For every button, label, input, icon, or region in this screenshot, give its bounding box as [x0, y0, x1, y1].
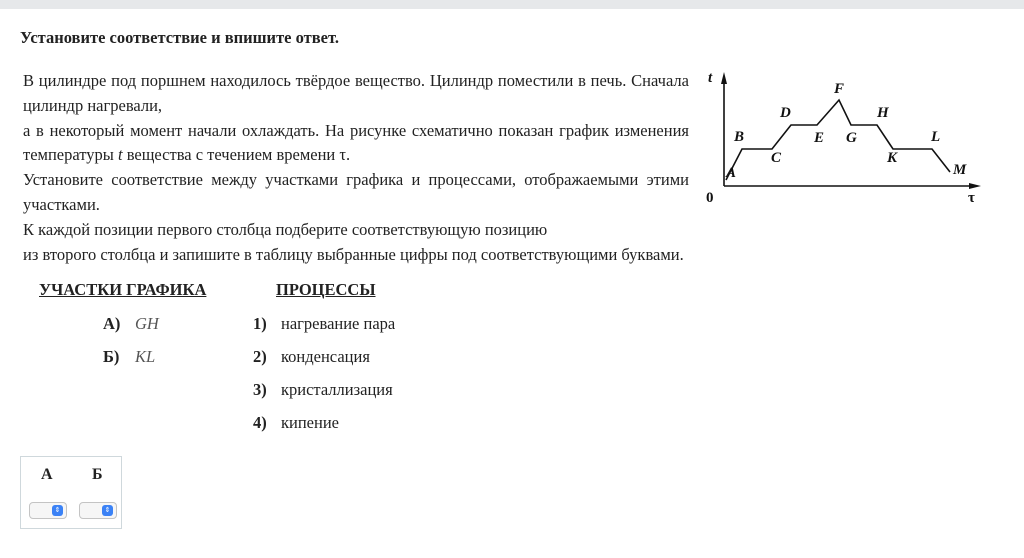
right-item-4: 4) кипение — [253, 413, 339, 432]
axis-label-t: t — [708, 70, 713, 86]
right-item-2: 2) конденсация — [253, 347, 370, 366]
point-label-C: C — [771, 150, 782, 166]
top-bar — [0, 0, 1024, 9]
right-item-3: 3) кристаллизация — [253, 380, 393, 399]
origin-label: 0 — [706, 190, 714, 206]
point-label-B: B — [734, 129, 745, 145]
answer-select-a[interactable] — [29, 502, 67, 519]
point-label-F: F — [834, 81, 845, 97]
right-column-header: ПРОЦЕССЫ — [276, 280, 376, 299]
problem-line-2: а в некоторый момент начали охлаждать. На рисунке схематично показан график изменения температуры t вещества с течением времени τ. — [23, 120, 689, 165]
point-label-E: E — [814, 130, 825, 146]
x-axis-arrow — [969, 183, 981, 189]
answer-table — [20, 456, 122, 529]
select-arrows-icon: ⇕ — [102, 505, 113, 516]
point-label-D: D — [780, 105, 791, 121]
left-item-b: Б) KL — [103, 347, 156, 366]
answer-select-b[interactable] — [79, 502, 117, 519]
right-item-1: 1) нагревание пара — [253, 314, 396, 333]
problem-line-1: В цилиндре под поршнем находилось твёрдое вещество. Цилиндр поместили в печь. Сначала цилиндр нагревали, — [23, 71, 689, 115]
problem-line-3: Установите соответствие между участками графика и процессами, отображаемыми этими участками. — [23, 170, 689, 214]
axis-label-tau: τ — [968, 190, 975, 206]
problem-text — [23, 69, 689, 267]
left-item-a: А) GH — [103, 314, 159, 333]
answer-header-a: А — [41, 466, 53, 483]
point-label-M: M — [953, 162, 967, 178]
point-label-A: A — [726, 165, 737, 181]
problem-line-5: из второго столбца и запишите в таблицу выбранные цифры под соответствующими буквами. — [23, 244, 684, 264]
graph-curve — [726, 100, 950, 180]
task-title: Установите соответствие и впишите ответ. — [20, 28, 339, 47]
temperature-time-graph — [700, 62, 990, 212]
select-arrows-icon: ⇕ — [52, 505, 63, 516]
problem-line-4: К каждой позиции первого столбца подберите соответствующую позицию — [23, 219, 548, 239]
point-label-K: K — [887, 150, 898, 166]
point-label-L: L — [931, 129, 941, 145]
y-axis-arrow — [721, 72, 727, 84]
point-label-H: H — [877, 105, 889, 121]
point-label-G: G — [846, 130, 857, 146]
answer-header-b: Б — [92, 466, 103, 483]
left-column-header: УЧАСТКИ ГРАФИКА — [39, 280, 207, 299]
